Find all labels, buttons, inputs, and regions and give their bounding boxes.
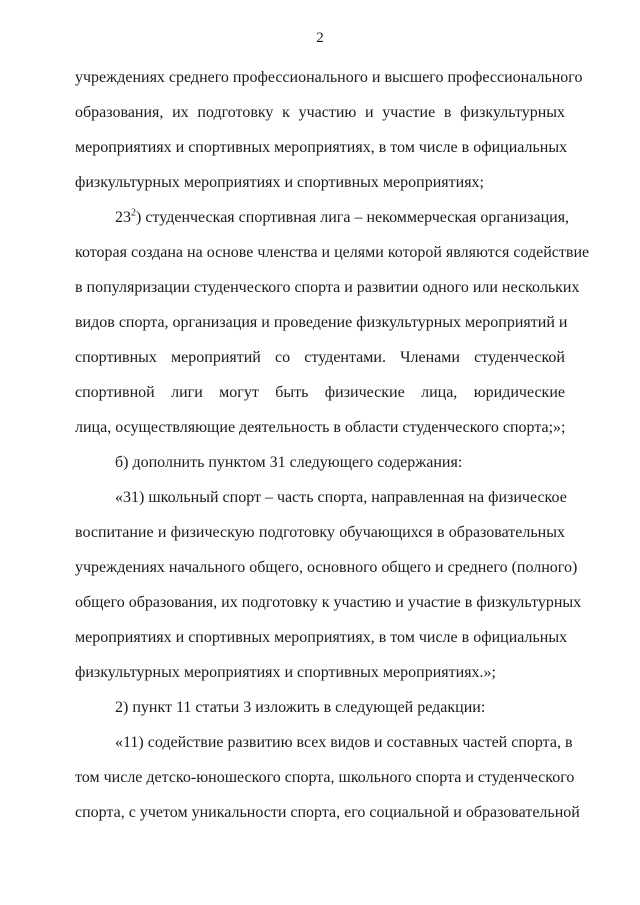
text-line: видов спорта, организация и проведение физкультурных мероприятий и (75, 314, 568, 331)
document-body (75, 60, 590, 830)
paragraph-start-line: «11) содействие развитию всех видов и составных частей спорта, в (115, 734, 573, 751)
text-line: образования, их подготовку к участию и участие в физкультурных (75, 104, 565, 121)
text-line: физкультурных мероприятиях и спортивных мероприятиях.»; (75, 664, 496, 681)
text-line: спортивных мероприятий со студентами. Членами студенческой (75, 349, 565, 366)
text-line: учреждениях начального общего, основного общего и среднего (полного) (75, 559, 578, 576)
text-line: спорта, с учетом уникальности спорта, его социальной и образовательной (75, 804, 580, 821)
paragraph-start-line: «31) школьный спорт – часть спорта, направленная на физическое (115, 489, 567, 506)
text-line: воспитание и физическую подготовку обучающихся в образовательных (75, 524, 565, 541)
text-line: которая создана на основе членства и целями которой являются содействие (75, 244, 590, 261)
text-line: мероприятиях и спортивных мероприятиях, в том числе в официальных (75, 139, 568, 156)
page-number: 2 (316, 30, 324, 46)
paragraph-start-line: б) дополнить пунктом 31 следующего содержания: (115, 454, 463, 471)
item-number: 23 (115, 209, 131, 226)
text-line: общего образования, их подготовку к участию и участие в физкультурных (75, 594, 582, 611)
paragraph-start-line: 2) пункт 11 статьи 3 изложить в следующей редакции: (115, 699, 486, 716)
text-line: том числе детско-юношеского спорта, школьного спорта и студенческого (75, 769, 575, 786)
text-line: физкультурных мероприятиях и спортивных мероприятиях; (75, 174, 484, 191)
text-line: спортивной лиги могут быть физические лица, юридические (75, 384, 565, 401)
text-line: учреждениях среднего профессионального и высшего профессионального (75, 69, 583, 86)
text-line: лица, осуществляющие деятельность в области студенческого спорта;»; (75, 419, 566, 436)
superscript: 2 (131, 207, 136, 219)
text-line: мероприятиях и спортивных мероприятиях, в том числе в официальных (75, 629, 568, 646)
paragraph-start-line (75, 200, 570, 235)
text-line: в популяризации студенческого спорта и развитии одного или нескольких (75, 279, 580, 296)
text-fragment: ) студенческая спортивная лига – некоммерческая организация, (136, 209, 570, 226)
